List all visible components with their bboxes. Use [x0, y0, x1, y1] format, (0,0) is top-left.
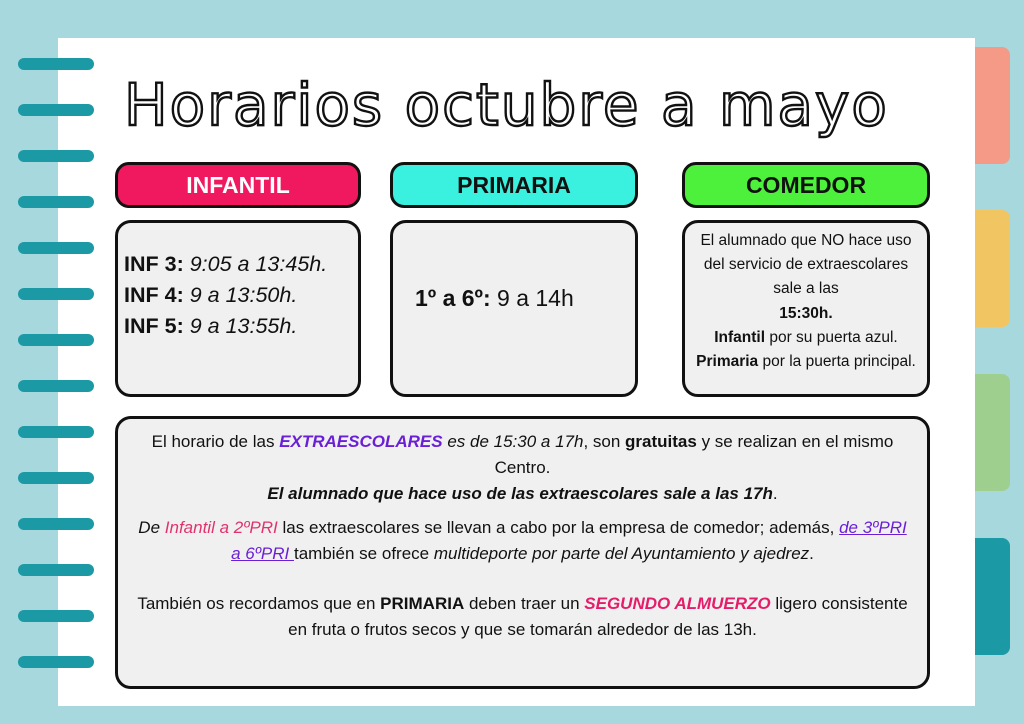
- primaria-schedule-box: [390, 220, 638, 397]
- spiral-ring: [18, 426, 94, 438]
- text-segment: las extraescolares se llevan a cabo por la empresa de comedor; además,: [277, 518, 840, 537]
- level-label: 1º a 6º:: [415, 285, 491, 311]
- infantil-row: [124, 311, 327, 342]
- spiral-ring: [18, 518, 94, 530]
- spiral-ring: [18, 656, 94, 668]
- primaria-header-label: PRIMARIA: [457, 172, 571, 198]
- primaria-label: PRIMARIA: [380, 594, 465, 613]
- spiral-ring: [18, 288, 94, 300]
- text-segment: deben traer un: [464, 594, 585, 613]
- time-value: 9 a 13:55h.: [189, 314, 298, 338]
- comedor-primaria-label: Primaria: [696, 353, 759, 371]
- infantil-header: [115, 162, 361, 208]
- text-segment: De: [138, 518, 165, 537]
- extraescolares-paragraph: [132, 591, 913, 643]
- text-segment: El horario de las: [151, 432, 280, 451]
- notebook-tab-green: [975, 374, 1010, 491]
- primaria-row: [415, 285, 574, 312]
- comedor-intro: El alumnado que NO hace uso del servicio de extraescolares sale a las: [700, 232, 912, 298]
- level-label: INF 3:: [124, 252, 184, 276]
- exit-time-notice: El alumnado que hace uso de las extraescolares sale a las 17h: [267, 484, 773, 503]
- primaria-header: [390, 162, 638, 208]
- comedor-time: 15:30h.: [779, 304, 833, 322]
- spiral-ring: [18, 380, 94, 392]
- text-segment: es de 15:30 a 17h: [442, 432, 584, 451]
- comedor-primaria-text: por la puerta principal.: [758, 353, 916, 371]
- segundo-almuerzo-highlight: SEGUNDO ALMUERZO: [584, 594, 771, 613]
- extraescolares-text: [132, 429, 913, 643]
- extraescolares-info-box: [115, 416, 930, 689]
- comedor-header: [682, 162, 930, 208]
- spiral-ring: [18, 58, 94, 70]
- text-segment: También os recordamos que en: [137, 594, 381, 613]
- text-segment: multideporte por parte del Ayuntamiento y ajedrez: [433, 544, 810, 563]
- infantil-header-label: INFANTIL: [186, 172, 290, 198]
- gratuitas-label: gratuitas: [625, 432, 697, 451]
- notebook-tab-yellow: [975, 210, 1010, 327]
- text-segment: , son: [583, 432, 626, 451]
- spiral-ring: [18, 242, 94, 254]
- time-value: 9:05 a 13:45h.: [189, 252, 328, 276]
- spiral-ring: [18, 104, 94, 116]
- level-label: INF 5:: [124, 314, 184, 338]
- extraescolares-paragraph: [132, 515, 913, 567]
- comedor-infantil-text: por su puerta azul.: [765, 328, 898, 346]
- spiral-ring: [18, 334, 94, 346]
- infantil-schedule-list: [124, 249, 327, 342]
- infantil-row: [124, 280, 327, 311]
- spiral-ring: [18, 610, 94, 622]
- text-segment: también se ofrece: [293, 544, 434, 563]
- text-segment: y se realizan en el mismo Centro.: [494, 432, 894, 477]
- spiral-ring: [18, 196, 94, 208]
- infantil-schedule-box: [115, 220, 361, 397]
- comedor-infantil-label: Infantil: [714, 328, 766, 346]
- spiral-ring: [18, 472, 94, 484]
- infantil-range-highlight: Infantil a 2ºPRI: [164, 518, 278, 537]
- text-segment: .: [809, 544, 814, 563]
- text-segment: ligero consistente en fruta o frutos secos y que se tomarán alrededor de las 13h.: [288, 594, 908, 639]
- extraescolares-highlight: EXTRAESCOLARES: [279, 432, 443, 451]
- time-value: 9 a 13:50h.: [189, 283, 298, 307]
- spiral-ring: [18, 150, 94, 162]
- notebook-tab-teal: [975, 538, 1010, 655]
- primaria-range-link: de 3ºPRI a 6ºPRI: [231, 518, 907, 563]
- level-label: INF 4:: [124, 283, 184, 307]
- extraescolares-paragraph: [132, 429, 913, 507]
- spiral-ring: [18, 564, 94, 576]
- time-value: 9 a 14h: [497, 285, 574, 311]
- comedor-text: [689, 229, 923, 374]
- infantil-row: [124, 249, 327, 280]
- text-segment: .: [772, 484, 778, 503]
- comedor-header-label: COMEDOR: [745, 172, 867, 198]
- comedor-info-box: [682, 220, 930, 397]
- notebook-tab-salmon: [975, 47, 1010, 164]
- page-title: Horarios octubre a mayo: [124, 71, 889, 139]
